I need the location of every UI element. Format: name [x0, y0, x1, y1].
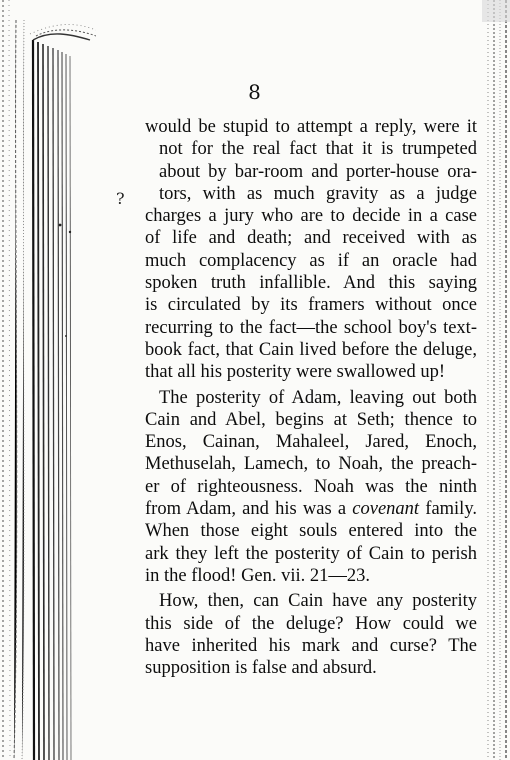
text-line: charges a jury who are to decide in a case — [145, 206, 477, 227]
paragraph-2 — [145, 387, 477, 588]
body-text — [145, 116, 477, 679]
text-line: this side of the deluge? How could we — [145, 613, 477, 634]
text-line: When those eight souls entered into the — [145, 521, 477, 542]
italic-word: covenant — [352, 499, 420, 520]
text-line: have inherited his mark and curse? The — [145, 635, 477, 656]
text-line: book fact, that Cain lived before the deluge, — [145, 339, 477, 360]
page-stack-edge — [0, 0, 96, 760]
paragraph-3 — [145, 590, 477, 679]
page-right-edge — [482, 0, 510, 760]
text-line: How, then, can Cain have any posterity — [159, 591, 477, 612]
text-line: not for the real fact that it is trumpeted — [159, 139, 477, 160]
text-line: Cain and Abel, begins at Seth; thence to — [145, 409, 477, 430]
text-line: about by bar-room and porter-house ora- — [159, 161, 477, 182]
text-line: in the flood! Gen. vii. 21—23. — [145, 565, 371, 586]
text-line: spoken truth infallible. And this saying — [145, 273, 477, 294]
margin-mark: ? — [116, 189, 125, 208]
text-line: recurring to the fact—the school boy's text- — [145, 317, 477, 338]
text-line: much complacency as if an oracle had — [145, 250, 477, 271]
text-segment: family. — [419, 499, 477, 520]
text-segment: from Adam, and his was a — [145, 499, 353, 520]
text-line: of life and death; and received with as — [145, 228, 477, 249]
text-line: ark they left the posterity of Cain to perish — [145, 543, 477, 564]
text-line: The posterity of Adam, leaving out both — [159, 387, 477, 408]
text-line: Enos, Cainan, Mahaleel, Jared, Enoch, — [145, 432, 477, 453]
text-line: tors, with as much gravity as a judge — [159, 183, 477, 204]
text-line: supposition is false and absurd. — [145, 658, 377, 679]
page-number: 8 — [248, 80, 262, 104]
text-line: that all his posterity were swallowed up! — [145, 362, 446, 383]
text-line: is circulated by its framers without once — [145, 295, 477, 316]
text-line: Methuselah, Lamech, to Noah, the preach- — [145, 454, 477, 475]
text-line: er of righteousness. Noah was the ninth — [145, 476, 477, 497]
text-line-with-italic — [145, 498, 477, 520]
text-line: would be stupid to attempt a reply, were it — [145, 117, 477, 137]
paragraph-1 — [145, 116, 477, 384]
